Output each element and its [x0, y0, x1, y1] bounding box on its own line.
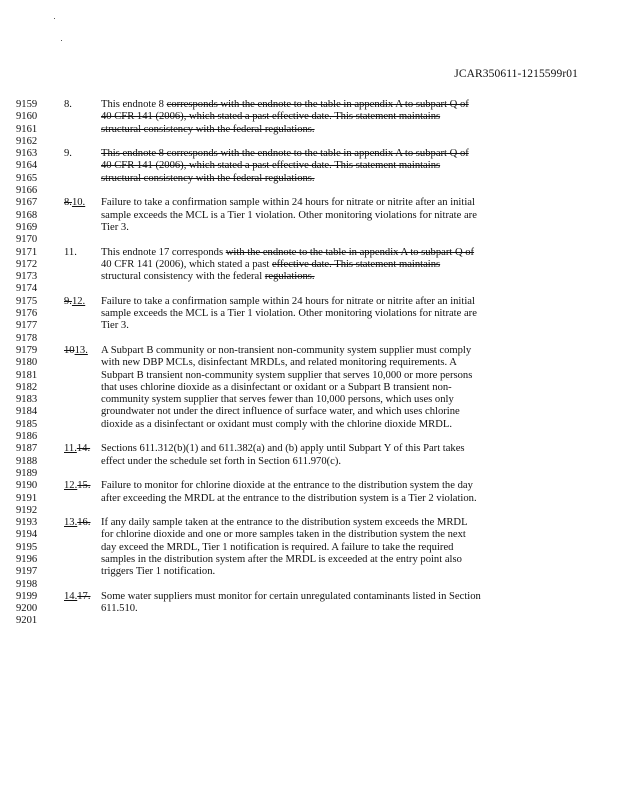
- text-run: samples in the distribution system after the MRDL is exceeded at the entry point also: [101, 553, 462, 565]
- line-text: [101, 247, 474, 259]
- text-run: Tier 3.: [101, 320, 129, 332]
- text-run: with new DBP MCLs, disinfectant MRDLs, and related monitoring requirements. A: [101, 357, 457, 369]
- deleted-text: structural consistency with the federal regulations.: [101, 123, 315, 135]
- endnote-number: 8.: [64, 99, 72, 110]
- deleted-text: 40 CFR 141 (2006), which stated a past effective date. This statement maintains: [101, 111, 441, 123]
- document-line: [16, 136, 596, 148]
- text-run: that uses chlorine dioxide as a disinfectant or oxidant or a Subpart B transient non-: [101, 381, 452, 393]
- document-line: [16, 456, 596, 468]
- line-text: [101, 456, 341, 468]
- text-run: after exceeding the MRDL at the entrance to the distribution system is a Tier 2 violation.: [101, 492, 477, 504]
- endnote-number: [64, 197, 85, 209]
- document-line: [16, 296, 596, 308]
- line-number: 9161: [16, 123, 38, 135]
- line-number: 9201: [16, 615, 38, 627]
- text-run: day exceed the MRDL, Tier 1 notification is required. A failure to take the required: [101, 541, 454, 553]
- line-number: 9176: [16, 308, 38, 320]
- document-line: [16, 591, 596, 603]
- line-number: 9180: [16, 357, 38, 369]
- inserted-number: 10.: [71, 197, 86, 209]
- line-text: [101, 111, 440, 123]
- line-text: [101, 566, 215, 578]
- line-number: 9192: [16, 504, 38, 516]
- line-number: 9187: [16, 443, 38, 455]
- line-number: 9196: [16, 553, 38, 565]
- deleted-text: corresponds with the endnote to the table in appendix A to subpart Q of: [166, 99, 469, 110]
- deleted-number: 15.: [77, 480, 91, 492]
- text-run: structural consistency with the federal: [101, 271, 265, 283]
- line-text: [101, 271, 315, 283]
- line-number: 9199: [16, 590, 38, 602]
- line-text: [101, 591, 481, 603]
- text-run: for chlorine dioxide and one or more samples taken in the distribution system the next: [101, 529, 466, 541]
- endnote-number: [64, 591, 91, 603]
- line-text: [101, 480, 473, 492]
- line-number: 9166: [16, 185, 38, 197]
- document-line: [16, 345, 596, 357]
- line-text: [101, 345, 471, 357]
- line-text: [101, 222, 129, 234]
- text-run: community system supplier that serves fewer than 10,000 persons, which uses only: [101, 394, 454, 406]
- document-line: [16, 603, 596, 615]
- line-text: [101, 308, 477, 320]
- line-number: 9172: [16, 258, 38, 270]
- deleted-text: This endnote 8 corresponds with the endnote to the table in appendix A to subpart Q of: [101, 148, 469, 160]
- text-run: groundwater not under the direct influence of surface water, and which uses chlorine: [101, 406, 460, 418]
- line-text: [101, 419, 452, 431]
- document-line: [16, 197, 596, 209]
- line-number: 9186: [16, 431, 38, 443]
- document-line: [16, 554, 596, 566]
- line-text: [101, 517, 468, 529]
- line-number: 9188: [16, 455, 38, 467]
- line-text: [101, 443, 465, 455]
- document-line: [16, 431, 596, 443]
- document-line: [16, 529, 596, 541]
- line-number: 9198: [16, 578, 38, 590]
- document-line: [16, 517, 596, 529]
- line-number: 9194: [16, 529, 38, 541]
- document-line: [16, 357, 596, 369]
- deleted-number: 17.: [77, 590, 91, 602]
- inserted-number: 13.: [64, 517, 78, 529]
- line-number: 9171: [16, 246, 38, 258]
- document-line: [16, 615, 596, 627]
- line-number: 9163: [16, 148, 38, 160]
- text-run: This endnote 8: [101, 99, 167, 110]
- line-number: 9181: [16, 369, 38, 381]
- endnote-number: [64, 517, 91, 529]
- line-text: [101, 603, 138, 615]
- line-number: 9182: [16, 381, 38, 393]
- document-line: [16, 99, 596, 111]
- endnote-number: [64, 480, 91, 492]
- text-run: sample exceeds the MCL is a Tier 1 violation. Other monitoring violations for nitrate are: [101, 308, 477, 320]
- deleted-text: 40 CFR 141 (2006), which stated a past effective date. This statement maintains: [101, 160, 441, 172]
- line-number: 9190: [16, 480, 38, 492]
- text-run: Failure to take a confirmation sample within 24 hours for nitrate or nitrite after an initial: [101, 197, 475, 209]
- line-number: 9195: [16, 541, 38, 553]
- line-number: 9189: [16, 467, 38, 479]
- endnote-number: [64, 443, 90, 455]
- line-text: [101, 259, 440, 271]
- line-number: 9162: [16, 135, 38, 147]
- document-line: [16, 247, 596, 259]
- document-line: [16, 111, 596, 123]
- inserted-number: 12.: [64, 480, 78, 492]
- text-run: Subpart B transient non-community system supplier that serves 10,000 or more persons: [101, 369, 473, 381]
- line-number: 9178: [16, 332, 38, 344]
- document-line: [16, 173, 596, 185]
- document-line: [16, 333, 596, 345]
- line-text: [101, 320, 129, 332]
- endnote-number: [64, 345, 88, 357]
- text-run: Some water suppliers must monitor for certain unregulated contaminants listed in Section: [101, 590, 481, 602]
- line-text: [101, 542, 453, 554]
- line-number: 9175: [16, 295, 38, 307]
- line-number: 9168: [16, 209, 38, 221]
- document-line: [16, 394, 596, 406]
- text-run: Failure to monitor for chlorine dioxide at the entrance to the distribution system the day: [101, 480, 473, 492]
- document-line: [16, 234, 596, 246]
- document-line: [16, 124, 596, 136]
- line-number: 9169: [16, 221, 38, 233]
- line-number: 9160: [16, 111, 38, 123]
- line-number: 9165: [16, 172, 38, 184]
- document-line: [16, 480, 596, 492]
- line-number: 9173: [16, 271, 38, 283]
- inserted-number: 12.: [71, 295, 86, 307]
- text-run: Sections 611.312(b)(1) and 611.382(a) and (b) apply until Subpart Y of this Part takes: [101, 443, 465, 455]
- deleted-text: structural consistency with the federal regulations.: [101, 172, 315, 184]
- line-text: [101, 382, 452, 394]
- line-text: [101, 173, 315, 185]
- line-text: [101, 370, 472, 382]
- endnote-number: [64, 296, 85, 308]
- text-run: If any daily sample taken at the entrance to the distribution system exceeds the MRDL: [101, 517, 468, 529]
- line-text: [101, 406, 460, 418]
- document-line: [16, 210, 596, 222]
- deleted-number: 8.: [64, 197, 72, 209]
- line-number: 9174: [16, 283, 38, 295]
- line-text: [101, 394, 454, 406]
- text-run: Failure to take a confirmation sample within 24 hours for nitrate or nitrite after an initial: [101, 295, 475, 307]
- line-text: [101, 554, 462, 566]
- document-line: [16, 382, 596, 394]
- text-run: 611.510.: [101, 603, 138, 615]
- document-line: [16, 370, 596, 382]
- document-line: [16, 419, 596, 431]
- document-id-header: JCAR350611-1215599r01: [454, 68, 578, 80]
- text-run: 40 CFR 141 (2006), which stated a past: [101, 258, 272, 270]
- inserted-number: 11.: [64, 443, 77, 455]
- document-line: [16, 308, 596, 320]
- line-text: [101, 197, 475, 209]
- document-line: [16, 259, 596, 271]
- line-text: [101, 160, 440, 172]
- line-text: [101, 99, 469, 111]
- document-line: [16, 185, 596, 197]
- line-text: [101, 148, 469, 160]
- deleted-text: with the endnote to the table in appendix A to subpart Q of: [225, 246, 475, 258]
- text-run: dioxide as a disinfectant or oxidant must comply with the chlorine dioxide MRDL.: [101, 418, 453, 430]
- line-text: [101, 296, 475, 308]
- text-run: effect under the schedule set forth in Section 611.970(c).: [101, 455, 342, 467]
- line-number: 9183: [16, 394, 38, 406]
- inserted-number: 14.: [64, 590, 78, 602]
- text-run: sample exceeds the MCL is a Tier 1 violation. Other monitoring violations for nitrate are: [101, 209, 477, 221]
- endnote-text-body: [16, 99, 596, 628]
- line-text: [101, 210, 477, 222]
- line-text: [101, 493, 477, 505]
- scan-speck: [61, 40, 62, 41]
- text-run: Tier 3.: [101, 221, 129, 233]
- text-run: A Subpart B community or non-transient non-community system supplier must comply: [101, 344, 472, 356]
- line-number: 9193: [16, 517, 38, 529]
- line-number: 9197: [16, 566, 38, 578]
- inserted-number: 13.: [74, 344, 88, 356]
- deleted-number: 14.: [76, 443, 91, 455]
- scan-speck: [54, 18, 55, 19]
- line-number: 9167: [16, 197, 38, 209]
- endnote-number: 9.: [64, 148, 72, 160]
- line-number: 9164: [16, 160, 38, 172]
- document-line: [16, 468, 596, 480]
- line-text: [101, 124, 315, 136]
- text-run: triggers Tier 1 notification.: [101, 566, 216, 578]
- line-number: 9179: [16, 344, 38, 356]
- deleted-text: regulations.: [264, 271, 315, 283]
- line-number: 9177: [16, 320, 38, 332]
- deleted-number: 10: [64, 344, 75, 356]
- document-line: [16, 505, 596, 517]
- deleted-number: 16.: [77, 517, 91, 529]
- line-number: 9184: [16, 406, 38, 418]
- line-number: 9200: [16, 603, 38, 615]
- line-text: [101, 529, 466, 541]
- endnote-number: 11.: [64, 246, 77, 258]
- document-line: [16, 443, 596, 455]
- document-line: [16, 579, 596, 591]
- document-line: [16, 406, 596, 418]
- document-line: [16, 320, 596, 332]
- document-line: [16, 160, 596, 172]
- line-number: 9191: [16, 492, 38, 504]
- line-number: 9159: [16, 99, 38, 110]
- document-line: [16, 566, 596, 578]
- deleted-number: 9.: [64, 295, 72, 307]
- text-run: This endnote 17 corresponds: [101, 246, 226, 258]
- line-number: 9185: [16, 418, 38, 430]
- document-line: [16, 493, 596, 505]
- document-line: [16, 271, 596, 283]
- line-text: [101, 357, 457, 369]
- document-line: [16, 148, 596, 160]
- deleted-text: effective date. This statement maintains: [271, 258, 441, 270]
- line-number: 9170: [16, 234, 38, 246]
- document-line: [16, 542, 596, 554]
- document-line: [16, 222, 596, 234]
- document-line: [16, 283, 596, 295]
